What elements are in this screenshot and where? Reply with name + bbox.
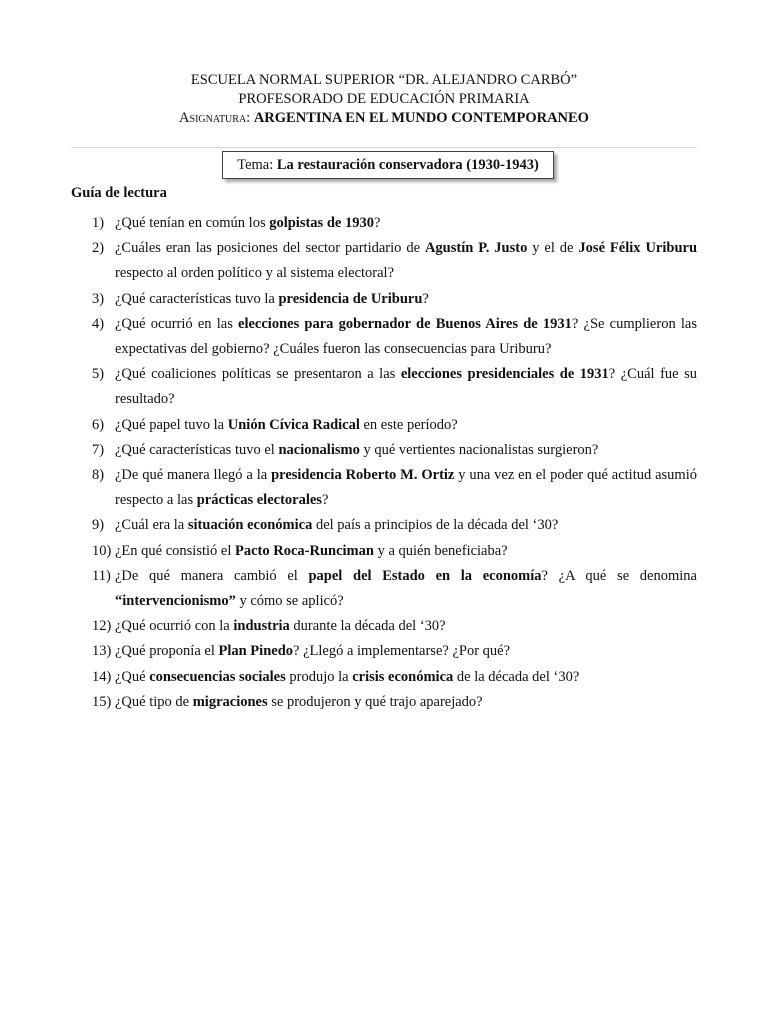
question-text-fragment: ¿De qué manera cambió el xyxy=(115,567,309,584)
question-key-term: golpistas de 1930 xyxy=(269,215,374,231)
question-text-fragment: ¿Qué coaliciones políticas se presentaron a las xyxy=(115,366,401,383)
question-key-term: Pacto Roca-Runciman xyxy=(235,542,374,559)
question-text xyxy=(115,614,697,639)
question-key-term: Unión Cívica Radical xyxy=(227,416,360,433)
question-text-fragment: del país a principios de la década del ‘30? xyxy=(312,517,559,534)
question-number: 9) xyxy=(92,517,105,534)
question-text-fragment: ¿Qué ocurrió en las xyxy=(115,315,239,332)
topic-value: La restauración conservadora (1930-1943) xyxy=(276,157,539,173)
question-text xyxy=(115,539,697,564)
question-item xyxy=(92,438,697,463)
question-text-fragment: se produjeron y qué trajo aparejado? xyxy=(267,693,483,710)
school-name: ESCUELA NORMAL SUPERIOR “DR. ALEJANDRO CARBÓ” xyxy=(190,72,578,88)
program-name: PROFESORADO DE EDUCACIÓN PRIMARIA xyxy=(238,91,530,107)
question-text xyxy=(115,690,697,715)
question-text-fragment: en este período? xyxy=(359,416,458,433)
question-key-term: papel del Estado en la economía xyxy=(308,567,542,584)
question-text-fragment: ? xyxy=(422,290,429,307)
question-text xyxy=(115,236,697,286)
question-list xyxy=(92,211,697,715)
question-text-fragment: ? ¿Cuál fue su resultado? xyxy=(115,366,697,408)
question-text-fragment: ? ¿Llegó a implementarse? ¿Por qué? xyxy=(293,643,511,660)
question-number: 13) xyxy=(92,643,112,660)
guide-title: Guía de lectura xyxy=(71,185,167,201)
question-number: 6) xyxy=(92,416,105,433)
question-text-fragment: ? ¿A qué se denomina xyxy=(541,567,697,584)
subject-value: ARGENTINA EN EL MUNDO CONTEMPORANEO xyxy=(253,110,589,126)
question-key-term: nacionalismo xyxy=(278,441,360,458)
question-number: 10) xyxy=(92,542,112,559)
question-text-fragment: ? xyxy=(321,492,329,509)
question-key-term: industria xyxy=(233,618,290,635)
question-text-fragment: ¿Qué características tuvo la xyxy=(115,290,279,307)
question-number: 4) xyxy=(92,315,105,332)
question-number: 7) xyxy=(92,441,105,458)
question-text-fragment: produjo la xyxy=(285,668,353,685)
question-key-term: consecuencias sociales xyxy=(149,668,286,685)
question-number: 3) xyxy=(92,290,105,307)
question-key-term: Agustín P. Justo xyxy=(424,240,528,257)
question-text-fragment: y a quién beneficiaba? xyxy=(373,542,508,559)
question-text xyxy=(115,413,697,438)
question-key-term: migraciones xyxy=(192,693,268,710)
question-text-fragment: ¿Qué xyxy=(115,668,150,685)
question-text xyxy=(115,665,697,690)
topic-label: Tema: xyxy=(237,157,274,173)
question-text-fragment: ¿Cuáles eran las posiciones del sector partidario de xyxy=(115,240,425,257)
question-key-term: crisis económica xyxy=(352,668,454,685)
question-text-fragment: ¿Qué características tuvo el xyxy=(115,441,279,458)
question-key-term: Plan Pinedo xyxy=(218,643,294,660)
question-text xyxy=(115,362,697,412)
question-text xyxy=(115,513,697,538)
document-header xyxy=(0,71,768,128)
question-text-fragment: ¿Qué tenían en común los xyxy=(115,215,270,231)
question-item xyxy=(92,564,697,614)
question-key-term: elecciones para gobernador de Buenos Aires de 1931 xyxy=(238,315,572,332)
question-item xyxy=(92,463,697,513)
question-item xyxy=(92,312,697,362)
question-key-term: presidencia de Uriburu xyxy=(278,290,423,307)
question-text xyxy=(115,211,697,236)
question-number: 8) xyxy=(92,467,105,484)
question-text-fragment: ¿Qué proponía el xyxy=(115,643,219,660)
question-item xyxy=(92,413,697,438)
question-text xyxy=(115,463,697,513)
question-text xyxy=(115,564,697,614)
question-number: 12) xyxy=(92,618,112,635)
header-divider xyxy=(71,147,697,148)
question-item xyxy=(92,614,697,639)
question-key-term: José Félix Uriburu xyxy=(578,240,698,257)
question-number: 15) xyxy=(92,693,112,710)
question-item xyxy=(92,236,697,286)
question-key-term: presidencia Roberto M. Ortiz xyxy=(271,467,455,484)
question-text-fragment: ¿En qué consistió el xyxy=(115,542,236,559)
question-text-fragment: durante la década del ‘30? xyxy=(289,618,446,635)
topic-box xyxy=(222,151,554,179)
question-key-term: “intervencionismo” xyxy=(115,593,236,610)
question-number: 1) xyxy=(92,215,105,231)
question-number: 5) xyxy=(92,366,105,383)
question-text-fragment: ¿Qué ocurrió con la xyxy=(115,618,234,635)
question-text xyxy=(115,287,697,312)
question-number: 11) xyxy=(92,567,111,584)
question-text-fragment: ¿Qué papel tuvo la xyxy=(115,416,228,433)
question-text-fragment: ? xyxy=(373,215,381,231)
question-text-fragment: ¿De qué manera llegó a la xyxy=(115,467,272,484)
question-item xyxy=(92,639,697,664)
question-item xyxy=(92,539,697,564)
question-item xyxy=(92,287,697,312)
question-number: 2) xyxy=(92,240,105,257)
question-text-fragment: y qué vertientes nacionalistas surgieron? xyxy=(359,441,599,458)
question-text-fragment: y una vez en el poder qué actitud asumió respecto a las xyxy=(115,467,697,509)
question-text-fragment: respecto al orden político y al sistema electoral? xyxy=(115,265,395,282)
question-text-fragment: ? ¿Se cumplieron las expectativas del gobierno? ¿Cuáles fueron las consecuencias para Uriburu? xyxy=(115,315,698,358)
question-item xyxy=(92,690,697,715)
question-text-fragment: y cómo se aplicó? xyxy=(235,593,344,610)
question-item xyxy=(92,211,697,236)
question-key-term: situación económica xyxy=(187,517,313,534)
question-item xyxy=(92,362,697,412)
question-text-fragment: de la década del ‘30? xyxy=(453,668,580,685)
question-item xyxy=(92,665,697,690)
subject-label: Asignatura: xyxy=(179,110,251,126)
question-text-fragment: y el de xyxy=(527,240,579,257)
question-number: 14) xyxy=(92,668,112,685)
question-key-term: elecciones presidenciales de 1931 xyxy=(400,366,609,383)
question-text-fragment: ¿Qué tipo de xyxy=(115,693,193,710)
question-text xyxy=(115,438,697,463)
question-key-term: prácticas electorales xyxy=(196,492,322,509)
question-item xyxy=(92,513,697,538)
subject-line xyxy=(0,109,768,128)
question-text xyxy=(115,639,697,664)
question-text xyxy=(115,312,697,362)
question-text-fragment: ¿Cuál era la xyxy=(115,517,188,534)
